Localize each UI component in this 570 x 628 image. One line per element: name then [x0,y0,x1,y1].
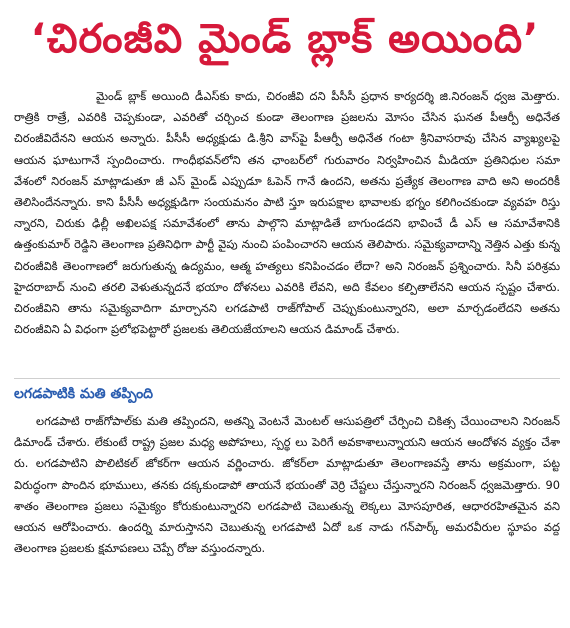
article-body [14,86,560,379]
article-paragraph: మైండ్ బ్లాక్ అయింది డీఎస్‌కు కాదు, చిరంజీవి దని పీసీసీ ప్రధాన కార్యదర్శి జి.నిరంజన్ ధ్వజ మెత్తారు. రాత్రికి రాత్రే, ఎవరికి చెప్పకుండా, ఎవరితో చర్చించ కుండా తెలంగాణ ప్రజలను మోసం చేసిన ఘనత పీఆర్పీ అధినేత చిరంజీవిదేనని ఆయన అన్నారు. పీసీసీ అధ్యక్షుడు డి.శ్రీని వాస్‌పై పీఆర్పీ అధినేత గంటా శ్రీనివాసరావు చేసిన వ్యాఖ్యలపై ఆయన ఘాటుగానే స్పందించారు. గాంధీభవన్‌లోని తన ఛాంబర్‌లో గురువారం నిర్వహించిన మీడియా ప్రతినిధుల సమా వేశంలో నిరంజన్ మాట్లాడుతూ జీ ఎస్ మైండ్ ఎప్పుడూ ఓపెన్ గానే ఉందని, అతను ప్రత్యేక తెలంగాణ వాది అని అందరికీ తెలిసిందేనన్నారు. కాని పీసీసీ అధ్యక్షుడిగా సంయమనం పాటి స్తూ ఇరుపక్షాల భావాలకు భగ్నం కలిగించకుండా వ్యవహ రిస్తు న్నారని, చిరుకు ఢిల్లీ అఖిలపక్ష సమావేశంలో తాను పాల్గొని మాట్లాడితే బాగుండదని భావించే డీ ఎస్ ఆ సమావేశానికి ఉత్తంకుమార్ రెడ్డిని తెలంగాణ ప్రతినిధిగా పార్టీ వైపు నుంచి పంపించారని ఆయన తెలిపారు. సమైక్యవాదాన్ని నెత్తిన ఎత్తు కున్న చిరంజీవికి తెలంగాణలో జరుగుతున్న ఉద్యమం, ఆత్మ హత్యలు కనిపించడం లేదా? అని నిరంజన్ ప్రశ్నించారు. సినీ పరిశ్రమ హైదరాబాద్ నుంచి తరలి వెళుతున్నదనే భయాం దోళనలు ఎవరికి లేవని, అది కేవలం కల్పితాలేనని ఆయన స్పష్టం చేశారు. చిరంజీవిని తాను సమైక్యవాదిగా మార్చానని లగడపాటి రాజ్‌గోపాల్ చెప్పుకుంటున్నారని, అలా మార్చడంలేదని అతను చిరంజీవిని ఏ విధంగా ప్రలోభపెట్టారో ప్రజలకు తెలియజేయాలని ఆయన డిమాండ్ చేశారు. [14,89,560,337]
headline-container [0,0,570,78]
headline: ‘చిరంజీవి మైండ్ బ్లాక్ అయింది’ [30,16,540,62]
article-paragraph-secondary: లగడపాటి రాజ్‌గోపాల్‌కు మతి తప్పిందని, అతన్ని వెంటనే మెంటల్ ఆసుపత్రిలో చేర్పించి చికిత్స చేయించాలని నిరంజన్ డిమాండ్ చేశారు. లేకుంటే రాష్ట్ర ప్రజల మధ్య అపోహలు, స్పర్థ లు పెరిగే అవకాశాలున్నాయని ఆయన ఆందోళన వ్యక్తం చేశా రు. లగడపాటిని పొలిటికల్ జోకర్‌గా ఆయన వర్ణించారు. జోకర్‌లా మాట్లాడుతూ తెలంగాణవస్తే తాను అక్రమంగా, పట్ట విరుద్ధంగా పొందిన భూములు, తనకు దక్కకుండాపో తాయనే భయంతో వెర్రి చేష్టలు చేస్తున్నారని నిరంజన్ ధ్వజమెత్తారు. 90 శాతం తెలంగాణ ప్రజలు సమైక్యం కోరుకుంటున్నారని లగడపాటి చెబుతున్న లెక్కలు మోసపూరిత, ఆధారరహితమైన వని ఆయన ఆరోపించారు. ఉందర్ని మారుస్తానని చెబుతున్న లగడపాటి ఏదో ఒక నాడు గన్‌పార్క్ అమరవీరుల స్థూపం వద్ద తెలంగాణ ప్రజలకు క్షమాపణలు చెప్పే రోజు వస్తుందన్నారు. [14,414,560,556]
subheading: లగడపాటికి మతి తప్పింది [14,386,154,402]
article-body-secondary [14,411,560,623]
